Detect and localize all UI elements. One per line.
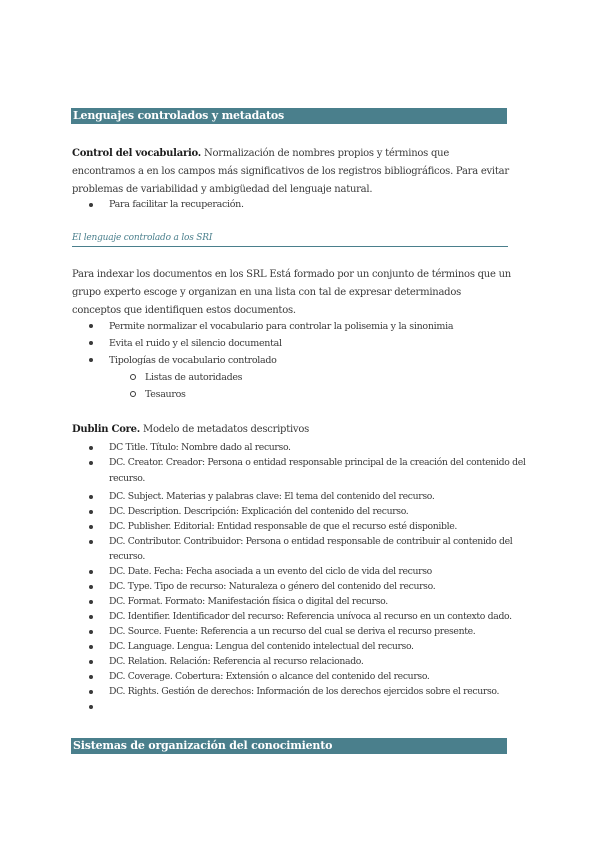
dc-element-item: DC Title. Título: Nombre dado al recurso. (72, 440, 532, 455)
bullet-dot-icon (89, 705, 93, 709)
bullet-circle-icon (130, 374, 136, 380)
bullet-circle-icon (130, 391, 136, 397)
control-vocabulario-paragraph (72, 145, 512, 199)
dublin-core-text: Modelo de metadatos descriptivos (140, 424, 309, 435)
bullet-dot-icon (89, 540, 93, 544)
bullet-dot-icon (89, 510, 93, 514)
list-item: Permite normalizar el vocabulario para controlar la polisemia y la sinonimia (72, 318, 532, 335)
section-heading-sistemas: Sistemas de organización del conocimiento (71, 738, 507, 754)
bullet-dot-icon (89, 525, 93, 529)
dc-element-item: DC. Rights. Gestión de derechos: Información de los derechos ejercidos sobre el recurso. (72, 684, 532, 699)
bullet-dot-icon (89, 446, 93, 450)
dc-element-item: DC. Relation. Relación: Referencia al recurso relacionado. (72, 654, 532, 669)
dc-element-item: DC. Creator. Creador: Persona o entidad responsable principal de la creación del contenido del recurso. (72, 455, 532, 487)
bullet-dot-icon (89, 630, 93, 634)
bullet-dot-icon (89, 324, 93, 328)
dc-element-item: DC. Date. Fecha: Fecha asociada a un evento del ciclo de vida del recurso (72, 564, 532, 579)
sublist-item: Tesauros (109, 386, 532, 403)
dc-element-item: DC. Publisher. Editorial: Entidad responsable de que el recurso esté disponible. (72, 519, 532, 534)
bullet-dot-icon (89, 585, 93, 589)
bullet-dot-icon (89, 600, 93, 604)
list-item: Para facilitar la recuperación. (72, 197, 532, 212)
dc-element-item: DC. Format. Formato: Manifestación física o digital del recurso. (72, 594, 532, 609)
subheading-lenguaje-controlado: El lenguaje controlado a los SRI (72, 231, 508, 247)
bullet-dot-icon (89, 461, 93, 465)
bullet-dot-icon (89, 495, 93, 499)
dublin-core-lead: Dublin Core. (72, 424, 141, 435)
sri-bullet-list (72, 318, 532, 403)
dublin-core-paragraph (72, 421, 512, 439)
dublin-core-list (72, 440, 532, 714)
dc-element-item: DC. Contributor. Contribuidor: Persona o entidad responsable de contribuir al contenido del recurso. (72, 534, 532, 564)
tipologias-sublist (109, 369, 532, 403)
dc-element-item (72, 699, 532, 714)
dc-element-item: DC. Identifier. Identificador del recurso: Referencia unívoca al recurso en un contexto dado. (72, 609, 532, 624)
dc-element-item: DC. Description. Descripción: Explicación del contenido del recurso. (72, 504, 532, 519)
sri-paragraph: Para indexar los documentos en los SRL Está formado por un conjunto de términos que un grupo experto escoge y organizan en una lista con tal de expresar determinados conceptos que identifiquen estos documentos. (72, 269, 511, 316)
control-vocabulario-text: Normalización de nombres propios y términos que encontramos a en los campos más significativos de los registros bibliográficos. Para evitar problemas de variabilidad y ambigüedad del lenguaje natural. (72, 148, 509, 195)
section-heading-lenguajes: Lenguajes controlados y metadatos (71, 108, 507, 124)
dc-element-item: DC. Subject. Materias y palabras clave: El tema del contenido del recurso. (72, 489, 532, 504)
bullet-dot-icon (89, 203, 93, 207)
bullet-dot-icon (89, 615, 93, 619)
dc-element-item: DC. Coverage. Cobertura: Extensión o alcance del contenido del recurso. (72, 669, 532, 684)
dc-element-item: DC. Language. Lengua: Lengua del contenido intelectual del recurso. (72, 639, 532, 654)
bullet-dot-icon (89, 358, 93, 362)
list-item: Evita el ruido y el silencio documental (72, 335, 532, 352)
dc-element-item: DC. Source. Fuente: Referencia a un recurso del cual se deriva el recurso presente. (72, 624, 532, 639)
bullet-dot-icon (89, 690, 93, 694)
dc-element-item: DC. Type. Tipo de recurso: Naturaleza o género del contenido del recurso. (72, 579, 532, 594)
bullet-dot-icon (89, 645, 93, 649)
list-item: Tipologías de vocabulario controlado Listas de autoridades Tesauros (72, 352, 532, 403)
sublist-item: Listas de autoridades (109, 369, 532, 386)
control-bullet-list (72, 197, 532, 212)
bullet-dot-icon (89, 675, 93, 679)
bullet-dot-icon (89, 341, 93, 345)
bullet-dot-icon (89, 660, 93, 664)
bullet-dot-icon (89, 570, 93, 574)
control-vocabulario-lead: Control del vocabulario. (72, 148, 202, 159)
